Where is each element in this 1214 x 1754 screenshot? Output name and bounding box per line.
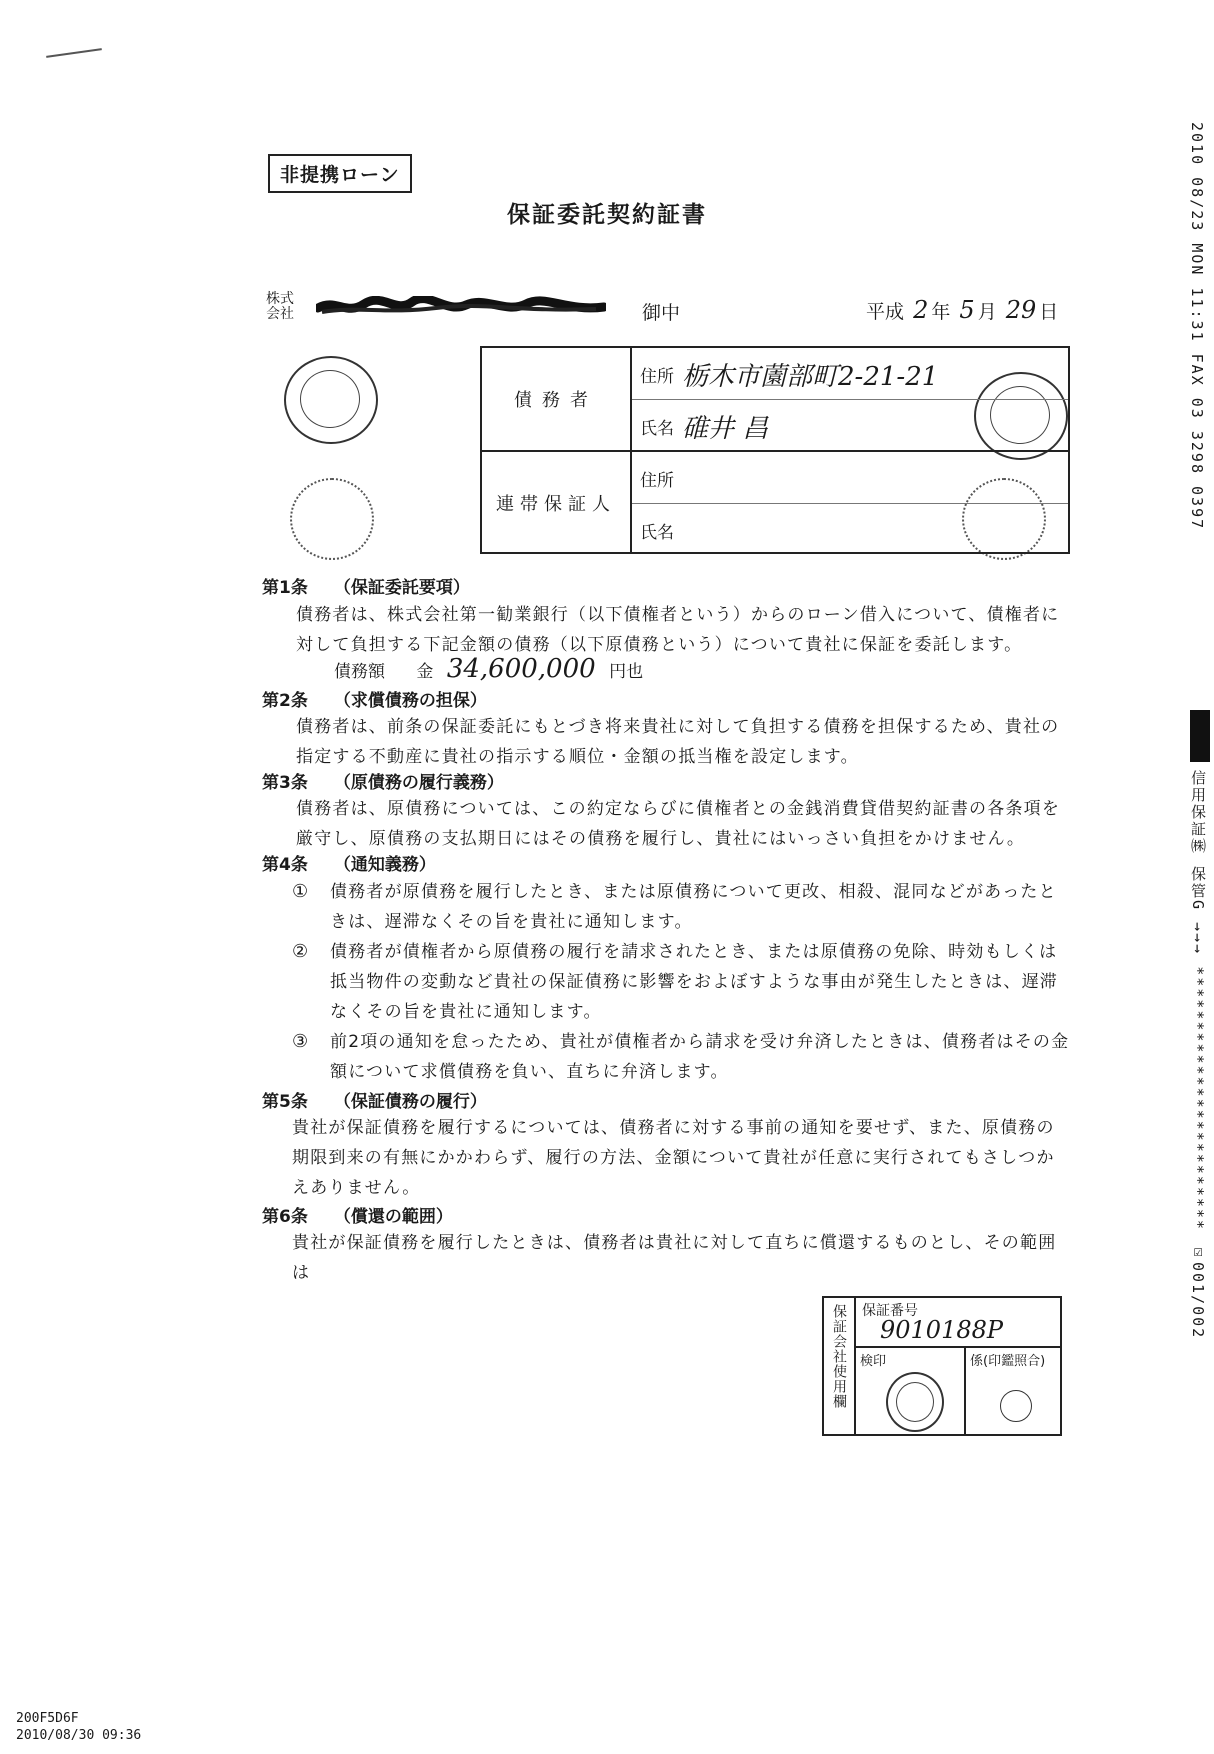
- addressee-suffix: 御中: [642, 302, 681, 324]
- fax-header-part2: 信用保証㈱ 保管G →→→ ************************ ☑001/002: [1189, 770, 1207, 1340]
- debt-unit: 円也: [609, 662, 644, 682]
- debtor-seal-left: [284, 356, 378, 444]
- article-2-heading: 第2条 （求償債務の担保）: [262, 691, 487, 711]
- guarantee-number-value: 9010188P: [880, 1316, 1004, 1344]
- name-label: 氏名: [640, 523, 674, 543]
- debtor-address-value: 栃木市薗部町2-21-21: [682, 362, 939, 392]
- guarantor-name-cell: [632, 503, 1068, 554]
- box-side-label: 保証会社使用欄: [824, 1298, 856, 1434]
- name-label: 氏名: [640, 419, 674, 439]
- seal-inner-ring: [300, 370, 360, 428]
- guarantee-number-cell: [856, 1298, 1060, 1348]
- guarantee-number-label: 保証番号: [862, 1303, 918, 1319]
- date-year: 2: [913, 296, 929, 324]
- article-6-heading: 第6条 （償還の範囲）: [262, 1207, 453, 1227]
- article-4-item-1: ① 債務者が原債務を履行したとき、または原債務について更改、相殺、混同などがあったときは、遅滞なくその旨を貴社に通知します。: [292, 881, 1057, 932]
- inspection-seal: [886, 1372, 944, 1432]
- guarantor-company-box: [822, 1296, 1062, 1436]
- article-2-text: 債務者は、前条の保証委託にもとづき将来貴社に対して負担する債務を担保するため、貴社の指定する不動産に貴社の指示する順位・金額の抵当権を設定します。: [296, 717, 1060, 767]
- address-label: 住所: [640, 471, 674, 491]
- address-label: 住所: [640, 367, 674, 387]
- redacted-sender: [1190, 710, 1210, 762]
- fax-header-part1: 2010 08/23 MON 11:31 FAX 03 3298 0397: [1188, 122, 1206, 531]
- date-era: 平成: [866, 301, 905, 323]
- seal-inner-ring: [896, 1382, 934, 1422]
- inspection-cell: [856, 1348, 966, 1434]
- debt-amount-value: 34,600,000: [446, 654, 596, 684]
- debtor-address-cell: [632, 348, 1068, 398]
- inspection-label: 検印: [860, 1354, 887, 1369]
- article-5-text: 貴社が保証債務を履行するについては、債務者に対する事前の通知を要せず、また、原債務の期限到来の有無にかかわらず、履行の方法、金額について貴社が任意に実行されてもさしつかえありません。: [292, 1118, 1055, 1198]
- staff-seal: [1000, 1390, 1032, 1422]
- article-3-heading: 第3条 （原債務の履行義務）: [262, 773, 504, 793]
- staff-cell: [966, 1348, 1060, 1434]
- scratch-mark: [46, 48, 102, 58]
- fax-header-strip: [1186, 122, 1214, 1472]
- fax-footer-id: 200F5D6F: [16, 1711, 79, 1726]
- contract-date: 平成 2 年 5 月 29 日: [866, 296, 1059, 324]
- document-title: 保証委託契約証書: [507, 202, 707, 228]
- debt-label: 債務額: [334, 662, 385, 682]
- company-prefix: 株式 会社: [266, 291, 294, 322]
- article-5-heading: 第5条 （保証債務の履行）: [262, 1092, 487, 1112]
- fax-footer-timestamp: 2010/08/30 09:36: [16, 1728, 142, 1743]
- debtor-row: [482, 348, 1068, 450]
- guarantor-seal-placeholder-left: [290, 478, 374, 560]
- date-day: 29: [1005, 296, 1037, 324]
- guarantor-row: [482, 450, 1068, 554]
- article-4-heading: 第4条 （通知義務）: [262, 855, 436, 875]
- guarantor-address-cell: [632, 452, 1068, 502]
- article-1-text: 債務者は、株式会社第一勧業銀行（以下債権者という）からのローン借入について、債権者に対して負担する下記金額の債務（以下原債務という）について貴社に保証を委託します。: [296, 605, 1060, 655]
- fax-footer: [16, 1710, 141, 1744]
- redacted-company-name: [316, 296, 606, 318]
- debtor-name-value: 碓井 昌: [682, 414, 769, 444]
- debtor-label: 債務者: [482, 348, 632, 450]
- article-1-heading: 第1条 （保証委託要項）: [262, 578, 470, 598]
- debt-kin: 金: [416, 662, 434, 682]
- loan-type-label: 非提携ローン: [268, 154, 412, 193]
- parties-table: [480, 346, 1070, 554]
- guarantor-label: 連帯保証人: [482, 452, 632, 554]
- article-4-item-3: ③ 前2項の通知を怠ったため、貴社が債権者から請求を受け弁済したときは、債務者はその金額について求償債務を負い、直ちに弁済します。: [292, 1031, 1070, 1082]
- article-3-text: 債務者は、原債務については、この約定ならびに債権者との金銭消費貸借契約証書の各条項を厳守し、原債務の支払期日にはその債務を履行し、貴社にはいっさい負担をかけません。: [296, 799, 1061, 849]
- debtor-name-cell: [632, 399, 1068, 450]
- debt-amount-line: [334, 654, 643, 684]
- article-6-text: 貴社が保証債務を履行したときは、債務者は貴社に対して直ちに償還するものとし、その範囲は: [292, 1233, 1057, 1283]
- date-month: 5: [959, 296, 975, 324]
- article-4-item-2: ② 債務者が債権者から原債務の履行を請求されたとき、または原債務の免除、時効もしくは抵当物件の変動など貴社の保証債務に影響をおよぼすような事由が発生したときは、遅滞なくその旨を貴社に通知します。: [292, 941, 1058, 1022]
- staff-label: 係(印鑑照合): [970, 1354, 1046, 1369]
